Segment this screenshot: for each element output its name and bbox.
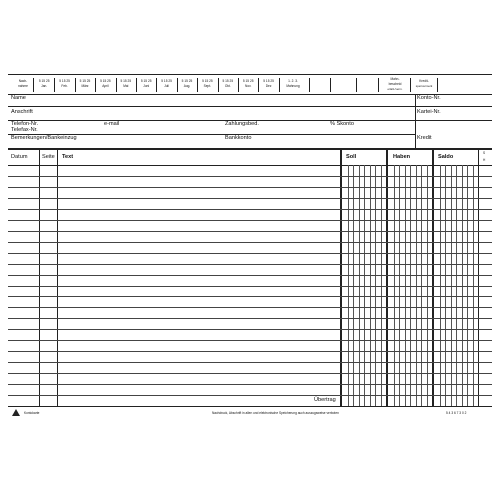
table-header-bottom-border — [8, 165, 492, 166]
konto-nr-label: Konto-Nr. — [417, 95, 441, 101]
month-name: Nov. — [245, 84, 252, 88]
haben-header: Haben — [393, 154, 411, 160]
mahnbescheid-label-2: bescheid — [388, 82, 402, 86]
month-days: 5 15 25 — [140, 79, 152, 83]
month-days: 5 15 25 — [59, 79, 70, 83]
table-row — [8, 187, 492, 188]
table-row — [8, 242, 492, 243]
s-header: S — [483, 151, 486, 155]
divider — [437, 78, 438, 92]
text-header: Text — [62, 154, 74, 160]
name-underline — [8, 106, 415, 107]
table-row — [8, 220, 492, 221]
mahnung-label-2: Mahnung — [286, 84, 300, 88]
month-days: 5 15 25 — [100, 79, 111, 83]
month-days: 5 15 25 — [161, 79, 172, 83]
table-row — [8, 198, 492, 199]
zahlungsbed-label: Zahlungsbed. — [225, 121, 259, 127]
kredit-label-2: sperrvermerk — [415, 84, 433, 88]
table-row — [8, 373, 492, 374]
divider — [356, 78, 357, 92]
top-border — [8, 74, 492, 75]
month-days: 5 15 25 — [79, 79, 91, 83]
table-row — [8, 231, 492, 232]
footer-brand: Kontokarte — [24, 411, 40, 415]
month-name: Juni — [143, 84, 150, 88]
month-days: 5 15 25 — [181, 79, 193, 83]
skonto-label: % Skonto — [330, 121, 354, 127]
kredit-label-1: Kredit- — [419, 79, 429, 83]
table-row — [8, 351, 492, 352]
table-row — [8, 275, 492, 276]
month-days: 5 15 25 — [263, 79, 274, 83]
table-row — [8, 384, 492, 385]
month-days: 5 15 25 — [202, 79, 213, 83]
footer-code: 5 4 3 6 7 3 0 2 — [446, 411, 467, 415]
month-days: 5 15 25 — [38, 79, 50, 83]
mahnbescheid-label-3: erlaß./verm. — [387, 87, 403, 91]
bankkonto-label: Bankkonto — [225, 135, 252, 141]
month-name: Jan. — [41, 84, 48, 88]
datum-header: Datum — [11, 154, 28, 160]
bemerkungen-label: Bemerkungen/Bankeinzug — [11, 135, 77, 141]
month-days: 5 15 25 — [120, 79, 132, 83]
telefax-nr-label: Telefax-Nr. — [11, 127, 38, 133]
brand-logo-icon — [12, 409, 20, 416]
table-row — [8, 209, 492, 210]
month-days: 5 15 25 — [242, 79, 254, 83]
month-name: Aug. — [183, 84, 191, 88]
month-name: Okt. — [224, 84, 231, 88]
soll-header: Soll — [346, 154, 357, 160]
uebertrag-label: Übertrag — [314, 397, 336, 403]
nachnahme-label-1: Nach- — [18, 79, 28, 83]
table-row — [8, 286, 492, 287]
table-row — [8, 362, 492, 363]
mahnung-label-1: 1. 2. 3. — [288, 79, 298, 83]
right-fields-divider — [415, 94, 416, 148]
month-name: Dez — [265, 84, 272, 88]
divider — [330, 78, 331, 92]
table-bottom-border — [8, 406, 492, 407]
table-top-border — [8, 148, 492, 150]
table-row — [8, 253, 492, 254]
kredit-label: Kredit — [417, 135, 432, 141]
month-name: April — [102, 84, 109, 88]
telefon-nr-label: Telefon-Nr. — [11, 121, 39, 127]
table-row — [8, 329, 492, 330]
konto-underline — [415, 106, 492, 107]
table-row — [8, 307, 492, 308]
month-name: März — [81, 84, 89, 88]
saldo-header: Saldo — [438, 154, 454, 160]
table-row — [8, 340, 492, 341]
name-label: Name — [11, 95, 26, 101]
month-days: 5 15 25 — [222, 79, 234, 83]
nachnahme-label-2: nahme — [18, 84, 28, 88]
email-label: e-mail — [104, 121, 120, 127]
table-row — [8, 395, 492, 396]
divider — [309, 78, 310, 92]
month-name: Juli — [164, 84, 169, 88]
month-name: Mai — [123, 84, 129, 88]
month-name: Feb. — [61, 84, 68, 88]
kartei-nr-label: Kartei-Nr. — [417, 109, 441, 115]
footer-legal: Nachdruck, Abschrift in allen und elektronische Speicherung auch auszugsweise verboten — [212, 411, 339, 415]
table-row — [8, 264, 492, 265]
seite-header: Seite — [42, 154, 55, 160]
divider — [378, 78, 379, 92]
table-row — [8, 296, 492, 297]
table-row — [8, 318, 492, 319]
h-header: H — [483, 158, 486, 162]
anschrift-label: Anschrift — [11, 109, 33, 115]
month-name: Sept. — [203, 84, 212, 88]
table-row — [8, 176, 492, 177]
mahnbescheid-label-1: Mahn- — [390, 77, 400, 81]
